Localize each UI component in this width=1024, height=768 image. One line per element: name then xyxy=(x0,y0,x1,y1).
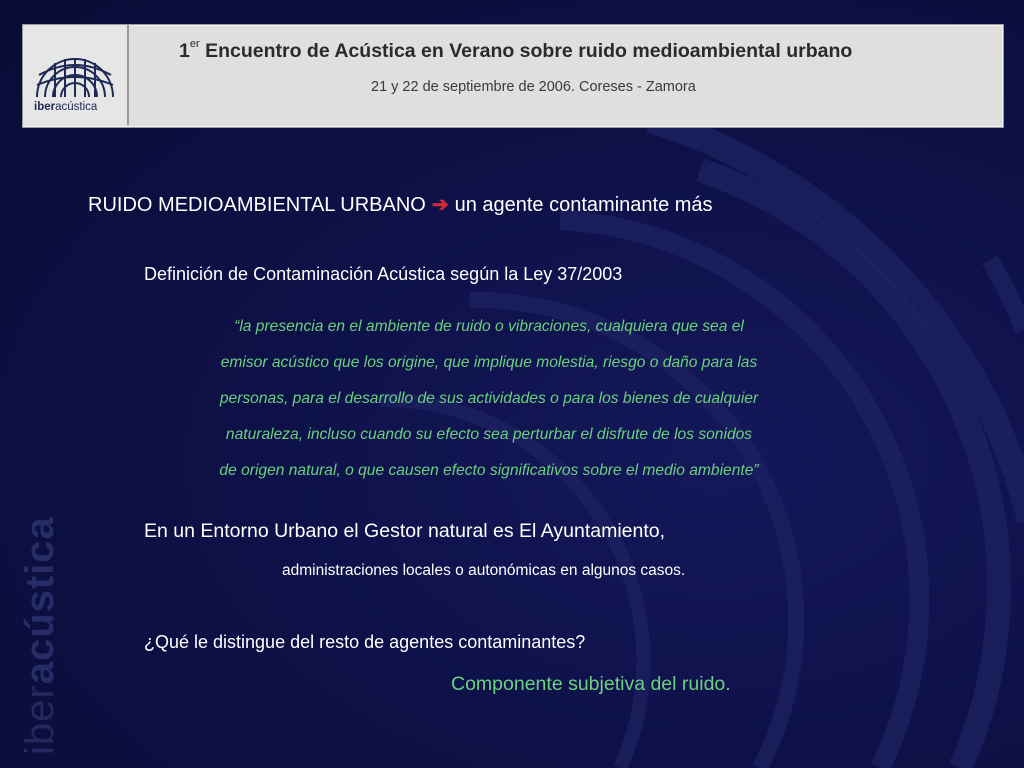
quote-line: personas, para el desarrollo de sus actividades o para los bienes de cualquier xyxy=(219,390,759,407)
right-arrow-icon: ➔ xyxy=(431,194,449,216)
heading-right-text: un agente contaminante más xyxy=(454,194,713,216)
conference-title xyxy=(179,37,853,63)
quote-line: naturaleza, incluso cuando su efecto sea perturbar el disfrute de los sonidos xyxy=(225,426,753,443)
heading-left-text: RUIDO MEDIOAMBIENTAL URBANO xyxy=(88,194,426,216)
quote-line: de origen natural, o que causen efecto significativos sobre el medio ambiente” xyxy=(219,462,759,479)
side-watermark-suffix: acústica xyxy=(18,516,62,685)
logo xyxy=(23,25,129,125)
side-watermark xyxy=(18,516,63,755)
conference-subtitle: 21 y 22 de septiembre de 2006. Coreses - Zamora xyxy=(371,79,696,95)
logo-text xyxy=(34,101,97,113)
iberacustica-logo-icon xyxy=(33,35,117,99)
admin-note: administraciones locales o autonómicas en algunos casos. xyxy=(282,562,686,579)
title-ordinal: 1 xyxy=(179,40,190,62)
title-text: Encuentro de Acústica en Verano sobre ruido medioambiental urbano xyxy=(205,40,853,62)
side-watermark-prefix: iber xyxy=(18,684,62,755)
definition-quote xyxy=(144,309,834,489)
quote-line: emisor acústico que los origine, que implique molestia, riesgo o daño para las xyxy=(220,354,758,371)
logo-text-suffix: acústica xyxy=(55,101,98,113)
urban-manager-statement: En un Entorno Urbano el Gestor natural es El Ayuntamiento, xyxy=(144,520,666,542)
section-heading xyxy=(88,192,713,217)
logo-text-prefix: iber xyxy=(34,101,56,113)
question-text: ¿Qué le distingue del resto de agentes contaminantes? xyxy=(144,632,586,652)
definition-title: Definición de Contaminación Acústica según la Ley 37/2003 xyxy=(144,264,623,284)
title-superscript: er xyxy=(189,37,200,50)
answer-text: Componente subjetiva del ruido. xyxy=(451,673,731,695)
header-banner xyxy=(22,24,1004,128)
quote-line: “la presencia en el ambiente de ruido o vibraciones, cualquiera que sea el xyxy=(234,318,744,335)
